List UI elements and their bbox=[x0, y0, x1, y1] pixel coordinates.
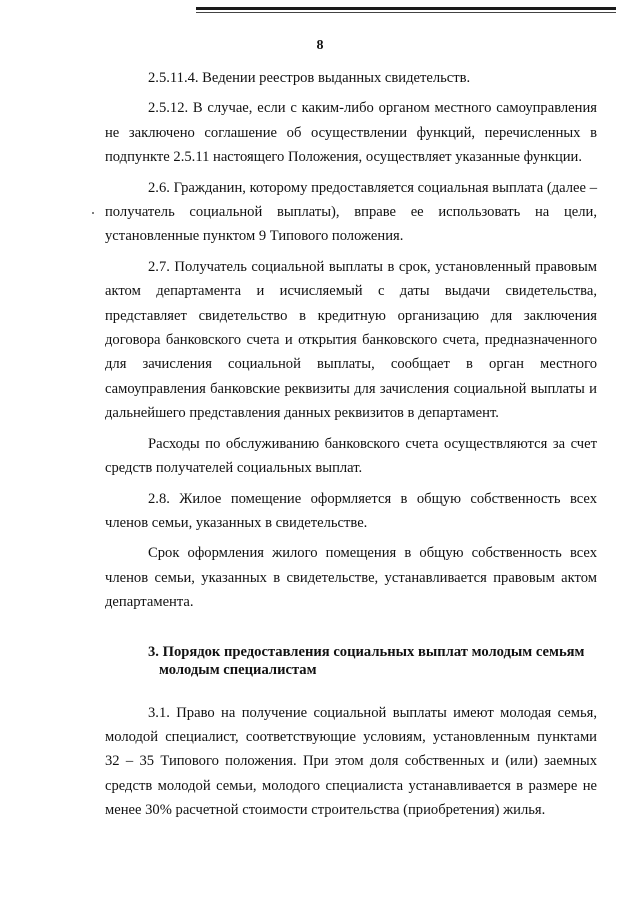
paragraph-3-1: 3.1. Право на получение социальной выплаты имеют молодая семья, молодой специалист, соответствующие условиям, установленным пунктами 32 – 35 Типового положения. При этом доля собственных и (или) заемных средств молодой семьи, молодого специалиста устанавливается в размере не менее 30% расчетной стоимости строительства (приобретения) жилья. bbox=[105, 704, 597, 819]
paragraph-2-7: 2.7. Получатель социальной выплаты в срок, установленный правовым актом департамента и исчисляемый с даты выдачи свидетельства, представляет свидетельство в кредитную организацию для заключения договора банковского счета и открытия банковского счета, предназначенного для зачисления социальной выплаты, сообщает в орган местного самоуправления банковские реквизиты для зачисления социальной выплаты и дальнейшего представления данных реквизитов в департамент. bbox=[105, 258, 597, 422]
section-heading-line2: молодым специалистам bbox=[159, 661, 317, 678]
paragraph-registration-term: Срок оформления жилого помещения в общую собственность всех членов семьи, указанных в свидетельстве, устанавливается правовым актом департамента. bbox=[105, 545, 597, 611]
header-rule bbox=[196, 7, 616, 10]
paragraph-2-6: 2.6. Гражданин, которому предоставляется социальная выплата (далее – получатель социальной выплаты), вправе ее использовать на цели, установленные пунктом 9 Типового положения. bbox=[105, 179, 597, 245]
page-number: 8 bbox=[316, 38, 324, 53]
header-rule-thin bbox=[196, 12, 616, 13]
paragraph-expenses: Расходы по обслуживанию банковского счета осуществляются за счет средств получателей социальных выплат. bbox=[105, 435, 597, 477]
section-heading-line1: 3. Порядок предоставления социальных выплат молодым семьям bbox=[148, 643, 585, 660]
scan-speck bbox=[92, 212, 94, 214]
paragraph-2-5-12: 2.5.12. В случае, если с каким-либо органом местного самоуправления не заключено соглашение об осуществлении функций, перечисленных в подпункте 2.5.11 настоящего Положения, осуществляет указанные функции. bbox=[105, 100, 597, 166]
paragraph-2-8: 2.8. Жилое помещение оформляется в общую собственность всех членов семьи, указанных в свидетельстве. bbox=[105, 490, 597, 531]
paragraph-2-5-11-4: 2.5.11.4. Ведении реестров выданных свидетельств. bbox=[148, 70, 471, 86]
section-heading bbox=[105, 643, 597, 679]
document-body bbox=[105, 66, 597, 823]
